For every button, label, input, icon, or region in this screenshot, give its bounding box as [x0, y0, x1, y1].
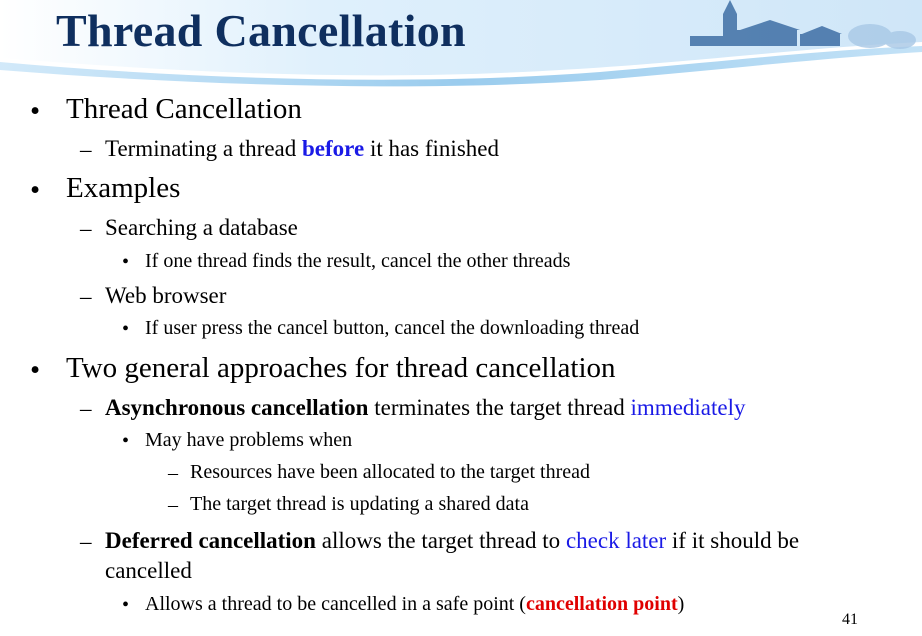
bullet-thread-cancellation: Thread Cancellation [66, 93, 302, 125]
text-segment: it has finished [364, 136, 499, 161]
dash-marker: – [80, 137, 92, 162]
sub-terminating [105, 137, 499, 160]
bullet-marker: • [122, 594, 130, 616]
bullet-examples: Examples [66, 172, 181, 204]
subsub-safe-point [145, 594, 684, 614]
sub-web-browser: Web browser [105, 283, 227, 308]
sub-deferred-continuation: cancelled [105, 558, 192, 583]
dash-marker: – [80, 284, 92, 309]
dash-marker: – [80, 216, 92, 241]
text-segment: terminates the target thread [368, 395, 631, 420]
emphasis-before: before [302, 136, 365, 161]
text-segment: Allows a thread to be cancelled in a safe point ( [145, 593, 526, 615]
text-segment: if it should be [666, 528, 800, 553]
bullet-marker: • [122, 318, 130, 340]
sub-asynchronous-cancellation [105, 396, 746, 419]
dash-marker: – [168, 462, 178, 484]
title-banner [0, 0, 922, 90]
term-deferred: Deferred cancellation [105, 528, 316, 553]
slide-title: Thread Cancellation [56, 5, 466, 56]
bullet-two-approaches: Two general approaches for thread cancellation [66, 352, 616, 384]
dash-marker: – [80, 529, 92, 554]
emphasis-check-later: check later [565, 528, 667, 553]
bullet-marker: • [30, 354, 41, 386]
sub-deferred-cancellation [105, 529, 799, 552]
bullet-marker: • [30, 95, 41, 127]
bullet-marker: • [122, 251, 130, 273]
bullet-marker: • [30, 174, 41, 206]
level4-updating-shared-data: The target thread is updating a shared data [190, 493, 529, 515]
emphasis-cancellation-point: cancellation point [525, 593, 678, 615]
subsub-may-have-problems: May have problems when [145, 429, 353, 451]
emphasis-immediately: immediately [630, 395, 746, 420]
text-segment: Terminating a thread [105, 136, 303, 161]
level4-resources-allocated: Resources have been allocated to the target thread [190, 461, 591, 483]
dash-marker: – [80, 396, 92, 421]
bullet-marker: • [122, 430, 130, 452]
page-number: 41 [842, 611, 858, 628]
subsub-cancel-button: If user press the cancel button, cancel the downloading thread [145, 317, 640, 339]
dash-marker: – [168, 494, 178, 516]
text-segment: allows the target thread to [315, 528, 566, 553]
sub-searching-database: Searching a database [105, 215, 298, 240]
term-asynchronous: Asynchronous cancellation [105, 395, 369, 420]
text-segment: ) [677, 593, 685, 615]
subsub-one-thread-finds: If one thread finds the result, cancel the other threads [145, 250, 571, 272]
